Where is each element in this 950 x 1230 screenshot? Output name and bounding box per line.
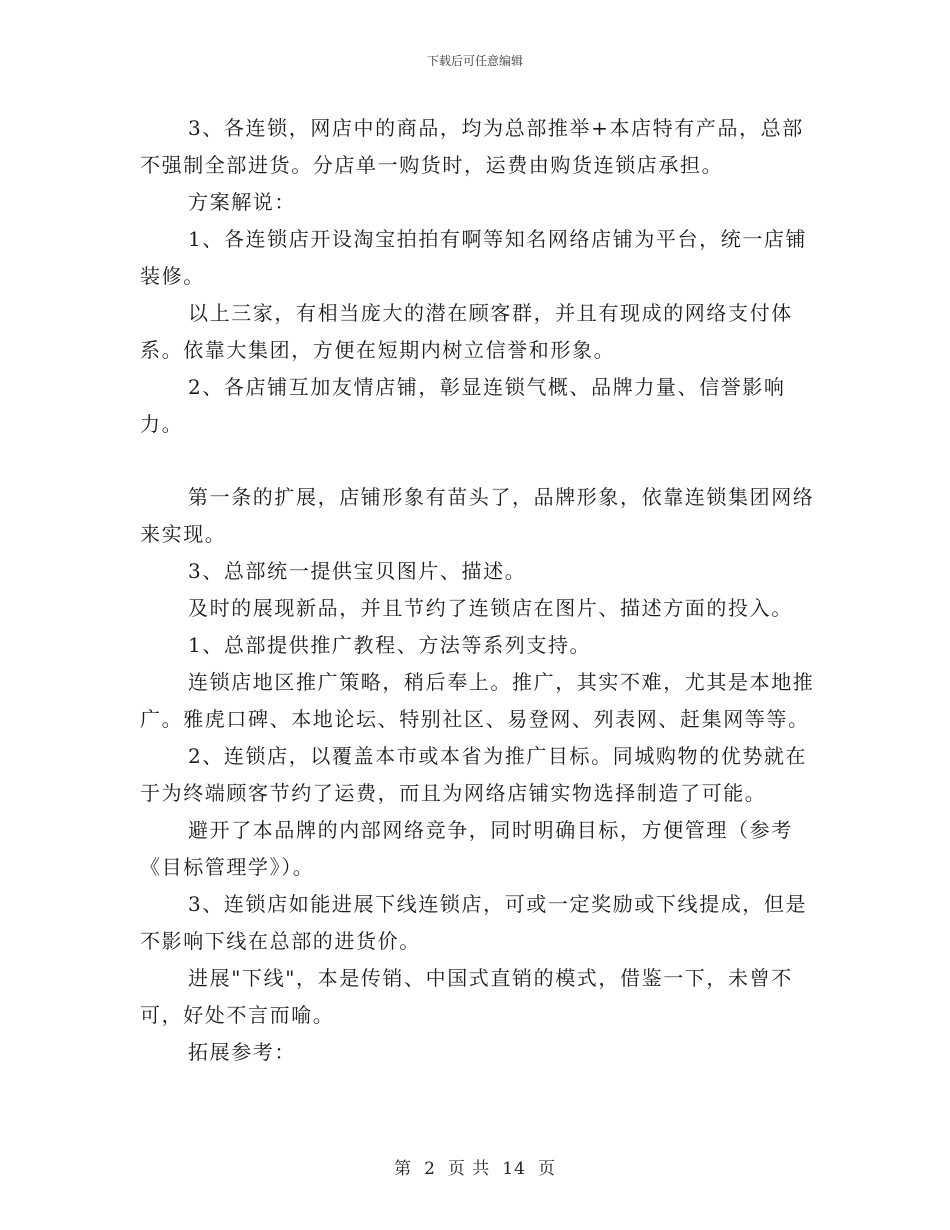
paragraph: 3、连锁店如能进展下线连锁店，可或一定奖励或下线提成，但是不影响下线在总部的进货价。 bbox=[140, 892, 808, 953]
paragraph: 3、总部统一提供宝贝图片、描述。 bbox=[188, 559, 527, 583]
paragraph-spacer bbox=[140, 443, 820, 479]
page-footer bbox=[0, 1154, 950, 1179]
paragraph: 连锁店地区推广策略，稍后奉上。推广，其实不难，尤其是本地推广。雅虎口碑、本地论坛、特别社区、易登网、列表网、赶集网等等。 bbox=[140, 670, 815, 731]
paragraph: 方案解说： bbox=[188, 190, 296, 214]
footer-middle: 页 共 bbox=[447, 1159, 491, 1179]
paragraph: 1、总部提供推广教程、方法等系列支持。 bbox=[188, 633, 592, 657]
paragraph: 2、各店铺互加友情店铺，彰显连锁气概、品牌力量、信誉影响力。 bbox=[140, 375, 786, 436]
paragraph: 第一条的扩展，店铺形象有苗头了，品牌形象，依靠连锁集团网络来实现。 bbox=[140, 485, 815, 546]
footer-suffix: 页 bbox=[537, 1159, 556, 1179]
page-header: 下载后可任意编辑 bbox=[426, 54, 523, 68]
total-pages: 14 bbox=[502, 1159, 526, 1179]
document-body bbox=[140, 110, 820, 1071]
footer-prefix: 第 bbox=[394, 1159, 413, 1179]
paragraph: 1、各连锁店开设淘宝拍拍有啊等知名网络店铺为平台，统一店铺装修。 bbox=[140, 227, 808, 288]
paragraph: 3、各连锁，网店中的商品，均为总部推举+本店特有产品，总部不强制全部进货。分店单一购货时，运费由购货连锁店承担。 bbox=[140, 116, 804, 177]
paragraph: 拓展参考： bbox=[188, 1040, 296, 1064]
paragraph: 进展"下线"，本是传销、中国式直销的模式，借鉴一下，未曾不可，好处不言而喻。 bbox=[140, 966, 793, 1027]
paragraph: 及时的展现新品，并且节约了连锁店在图片、描述方面的投入。 bbox=[188, 596, 793, 620]
page-number: 2 bbox=[424, 1159, 436, 1179]
paragraph: 避开了本品牌的内部网络竞争，同时明确目标，方便管理（参考《目标管理学》）。 bbox=[140, 818, 793, 879]
paragraph: 以上三家，有相当庞大的潜在顾客群，并且有现成的网络支付体系。依靠大集团，方便在短期内树立信誉和形象。 bbox=[140, 301, 793, 362]
paragraph: 2、连锁店，以覆盖本市或本省为推广目标。同城购物的优势就在于为终端顾客节约了运费，而且为网络店铺实物选择制造了可能。 bbox=[140, 744, 808, 805]
